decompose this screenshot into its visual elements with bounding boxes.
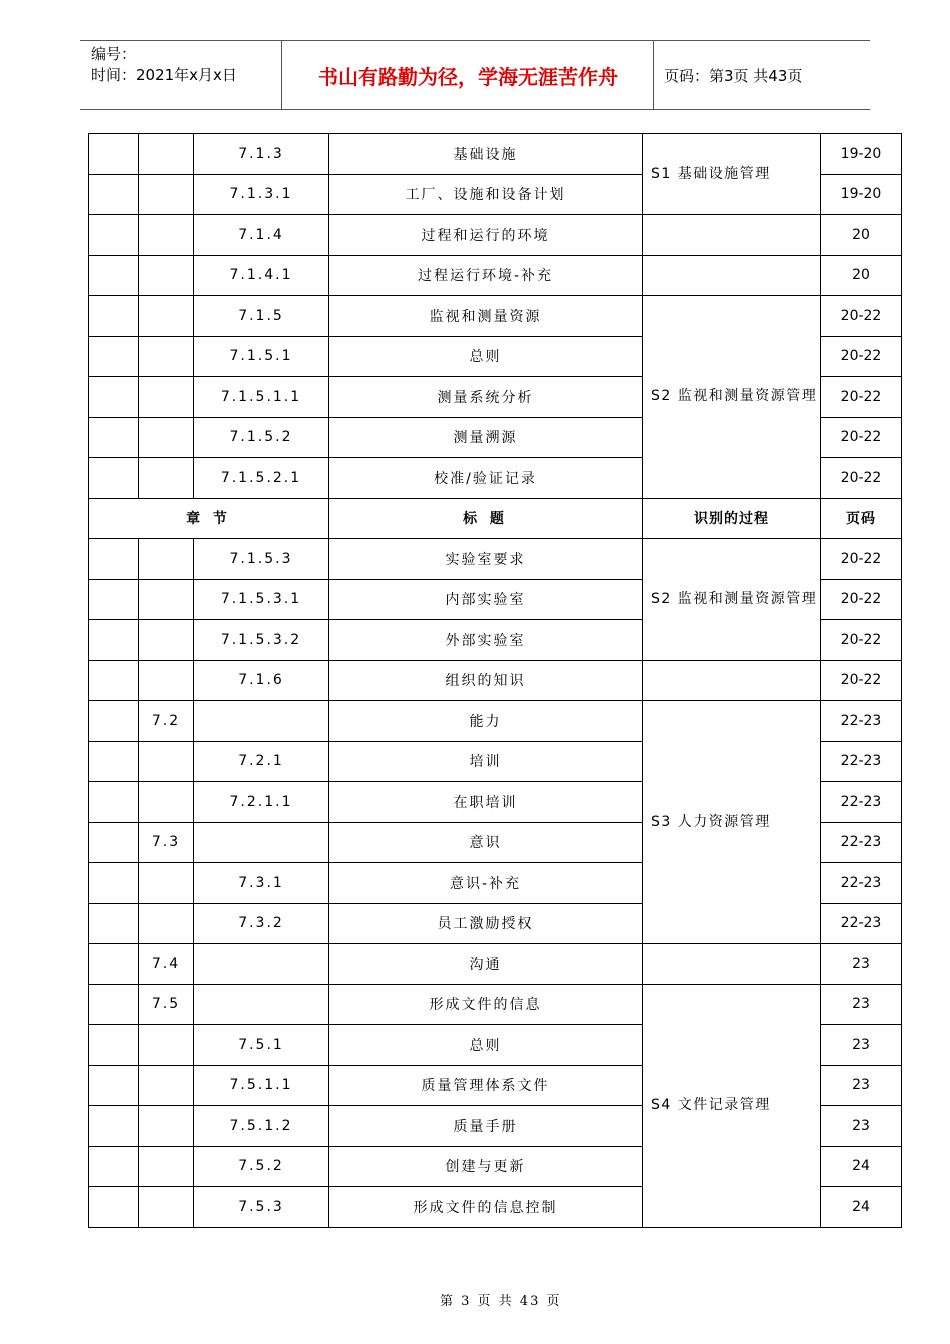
chapter-cell xyxy=(89,620,139,661)
table-row xyxy=(89,134,902,175)
chapter-cell xyxy=(89,944,139,985)
chapter-cell xyxy=(89,660,139,701)
process-cell: S4 文件记录管理 xyxy=(643,984,821,1227)
chapter-cell xyxy=(89,336,139,377)
chapter-cell xyxy=(139,782,194,823)
section-number: 7.3.1 xyxy=(194,863,329,904)
page-range: 22-23 xyxy=(821,903,902,944)
section-number xyxy=(194,984,329,1025)
chapter-cell xyxy=(89,1025,139,1066)
section-number: 7.5.1 xyxy=(194,1025,329,1066)
chapter-cell xyxy=(89,822,139,863)
chapter-cell: 7.5 xyxy=(139,984,194,1025)
section-number: 7.1.6 xyxy=(194,660,329,701)
page-range: 22-23 xyxy=(821,822,902,863)
page-footer: 第 3 页 共 43 页 xyxy=(440,1294,562,1309)
chapter-cell xyxy=(89,134,139,175)
section-number: 7.1.3.1 xyxy=(194,174,329,215)
chapter-cell xyxy=(89,1146,139,1187)
chapter-cell xyxy=(139,134,194,175)
chapter-cell xyxy=(139,377,194,418)
chapter-cell xyxy=(139,1065,194,1106)
chapter-cell xyxy=(89,984,139,1025)
page-range: 20-22 xyxy=(821,660,902,701)
process-cell: S1 基础设施管理 xyxy=(643,134,821,215)
page-range: 20-22 xyxy=(821,296,902,337)
section-title: 测量系统分析 xyxy=(329,377,643,418)
page-range: 22-23 xyxy=(821,741,902,782)
page-range: 19-20 xyxy=(821,174,902,215)
page-range: 20-22 xyxy=(821,579,902,620)
chapter-cell xyxy=(139,660,194,701)
section-number: 7.1.3 xyxy=(194,134,329,175)
section-title: 监视和测量资源 xyxy=(329,296,643,337)
section-title: 员工激励授权 xyxy=(329,903,643,944)
page-range: 22-23 xyxy=(821,782,902,823)
page-range: 19-20 xyxy=(821,134,902,175)
section-number: 7.5.1.1 xyxy=(194,1065,329,1106)
toc-table xyxy=(88,133,902,1228)
chapter-cell xyxy=(139,620,194,661)
header-motto: 书山有路勤为径，学海无涯苦作舟 xyxy=(283,41,654,109)
process-cell: S2 监视和测量资源管理 xyxy=(643,296,821,499)
chapter-cell xyxy=(89,215,139,256)
section-number: 7.2.1 xyxy=(194,741,329,782)
chapter-cell xyxy=(89,296,139,337)
page-range: 23 xyxy=(821,1065,902,1106)
section-title: 组织的知识 xyxy=(329,660,643,701)
chapter-cell xyxy=(89,458,139,499)
page-range: 24 xyxy=(821,1146,902,1187)
section-number: 7.1.5.1.1 xyxy=(194,377,329,418)
table-row xyxy=(89,660,902,701)
page-range: 20-22 xyxy=(821,539,902,580)
process-cell xyxy=(643,215,821,256)
table-row xyxy=(89,296,902,337)
chapter-cell xyxy=(89,417,139,458)
page-range: 22-23 xyxy=(821,863,902,904)
process-cell: S3 人力资源管理 xyxy=(643,701,821,944)
chapter-cell xyxy=(139,296,194,337)
section-title: 质量管理体系文件 xyxy=(329,1065,643,1106)
section-title: 总则 xyxy=(329,336,643,377)
section-title: 过程运行环境-补充 xyxy=(329,255,643,296)
section-title: 内部实验室 xyxy=(329,579,643,620)
header-page-info: 页码：第3页 共43页 xyxy=(664,66,803,85)
chapter-cell xyxy=(89,539,139,580)
chapter-cell xyxy=(139,579,194,620)
chapter-cell xyxy=(89,701,139,742)
section-number: 7.5.2 xyxy=(194,1146,329,1187)
section-title: 基础设施 xyxy=(329,134,643,175)
chapter-cell xyxy=(139,336,194,377)
process-cell xyxy=(643,660,821,701)
process-cell: S2 监视和测量资源管理 xyxy=(643,539,821,661)
chapter-cell xyxy=(139,417,194,458)
chapter-cell: 7.4 xyxy=(139,944,194,985)
page-range: 24 xyxy=(821,1187,902,1228)
page-range: 23 xyxy=(821,984,902,1025)
section-title: 培训 xyxy=(329,741,643,782)
section-number: 7.1.5.2.1 xyxy=(194,458,329,499)
section-title: 沟通 xyxy=(329,944,643,985)
section-title: 形成文件的信息控制 xyxy=(329,1187,643,1228)
section-title: 形成文件的信息 xyxy=(329,984,643,1025)
chapter-cell xyxy=(139,215,194,256)
chapter-cell xyxy=(89,174,139,215)
page-header xyxy=(80,40,870,110)
section-title: 意识-补充 xyxy=(329,863,643,904)
chapter-cell xyxy=(89,741,139,782)
chapter-cell: 7.2 xyxy=(139,701,194,742)
section-title: 测量溯源 xyxy=(329,417,643,458)
page-range: 20-22 xyxy=(821,417,902,458)
chapter-cell xyxy=(89,377,139,418)
chapter-cell xyxy=(89,903,139,944)
section-number xyxy=(194,701,329,742)
section-number: 7.1.5.3 xyxy=(194,539,329,580)
chapter-cell xyxy=(89,255,139,296)
section-title: 总则 xyxy=(329,1025,643,1066)
section-title: 工厂、设施和设备计划 xyxy=(329,174,643,215)
section-title: 实验室要求 xyxy=(329,539,643,580)
section-number: 7.3.2 xyxy=(194,903,329,944)
chapter-cell xyxy=(139,1187,194,1228)
chapter-cell xyxy=(89,863,139,904)
section-number: 7.1.5.2 xyxy=(194,417,329,458)
document-number-label: 编号： xyxy=(91,45,137,63)
chapter-cell xyxy=(139,863,194,904)
page-range: 20-22 xyxy=(821,458,902,499)
header-chapter: 章 节 xyxy=(89,498,329,539)
document-date: 时间：2021年x月x日 xyxy=(91,66,237,84)
page-range: 20-22 xyxy=(821,377,902,418)
section-title: 质量手册 xyxy=(329,1106,643,1147)
process-cell xyxy=(643,944,821,985)
section-number xyxy=(194,822,329,863)
page-range: 23 xyxy=(821,1025,902,1066)
page-range: 20 xyxy=(821,255,902,296)
page-range: 20-22 xyxy=(821,620,902,661)
table-row xyxy=(89,701,902,742)
section-number: 7.1.4 xyxy=(194,215,329,256)
chapter-cell xyxy=(139,1025,194,1066)
chapter-cell xyxy=(89,1187,139,1228)
chapter-cell xyxy=(139,458,194,499)
table-row xyxy=(89,255,902,296)
section-title: 在职培训 xyxy=(329,782,643,823)
table-row xyxy=(89,539,902,580)
chapter-cell xyxy=(139,255,194,296)
section-title: 意识 xyxy=(329,822,643,863)
page-range: 20-22 xyxy=(821,336,902,377)
chapter-cell: 7.3 xyxy=(139,822,194,863)
chapter-cell xyxy=(89,1065,139,1106)
section-number: 7.1.5.3.1 xyxy=(194,579,329,620)
header-page: 页码 xyxy=(821,498,902,539)
section-title: 外部实验室 xyxy=(329,620,643,661)
section-number: 7.5.1.2 xyxy=(194,1106,329,1147)
table-row xyxy=(89,944,902,985)
chapter-cell xyxy=(139,741,194,782)
chapter-cell xyxy=(139,174,194,215)
page-range: 23 xyxy=(821,1106,902,1147)
page-range: 20 xyxy=(821,215,902,256)
table-header-row xyxy=(89,498,902,539)
section-number xyxy=(194,944,329,985)
table-row xyxy=(89,984,902,1025)
header-process: 识别的过程 xyxy=(643,498,821,539)
header-meta xyxy=(80,41,282,109)
header-title: 标 题 xyxy=(329,498,643,539)
table-row xyxy=(89,215,902,256)
section-number: 7.5.3 xyxy=(194,1187,329,1228)
chapter-cell xyxy=(139,539,194,580)
section-title: 创建与更新 xyxy=(329,1146,643,1187)
page-range: 22-23 xyxy=(821,701,902,742)
chapter-cell xyxy=(89,579,139,620)
section-number: 7.1.5.1 xyxy=(194,336,329,377)
process-cell xyxy=(643,255,821,296)
section-number: 7.2.1.1 xyxy=(194,782,329,823)
section-title: 能力 xyxy=(329,701,643,742)
section-title: 过程和运行的环境 xyxy=(329,215,643,256)
page-range: 23 xyxy=(821,944,902,985)
chapter-cell xyxy=(89,1106,139,1147)
section-number: 7.1.5 xyxy=(194,296,329,337)
section-number: 7.1.4.1 xyxy=(194,255,329,296)
chapter-cell xyxy=(139,903,194,944)
chapter-cell xyxy=(89,782,139,823)
section-number: 7.1.5.3.2 xyxy=(194,620,329,661)
section-title: 校准/验证记录 xyxy=(329,458,643,499)
chapter-cell xyxy=(139,1146,194,1187)
chapter-cell xyxy=(139,1106,194,1147)
